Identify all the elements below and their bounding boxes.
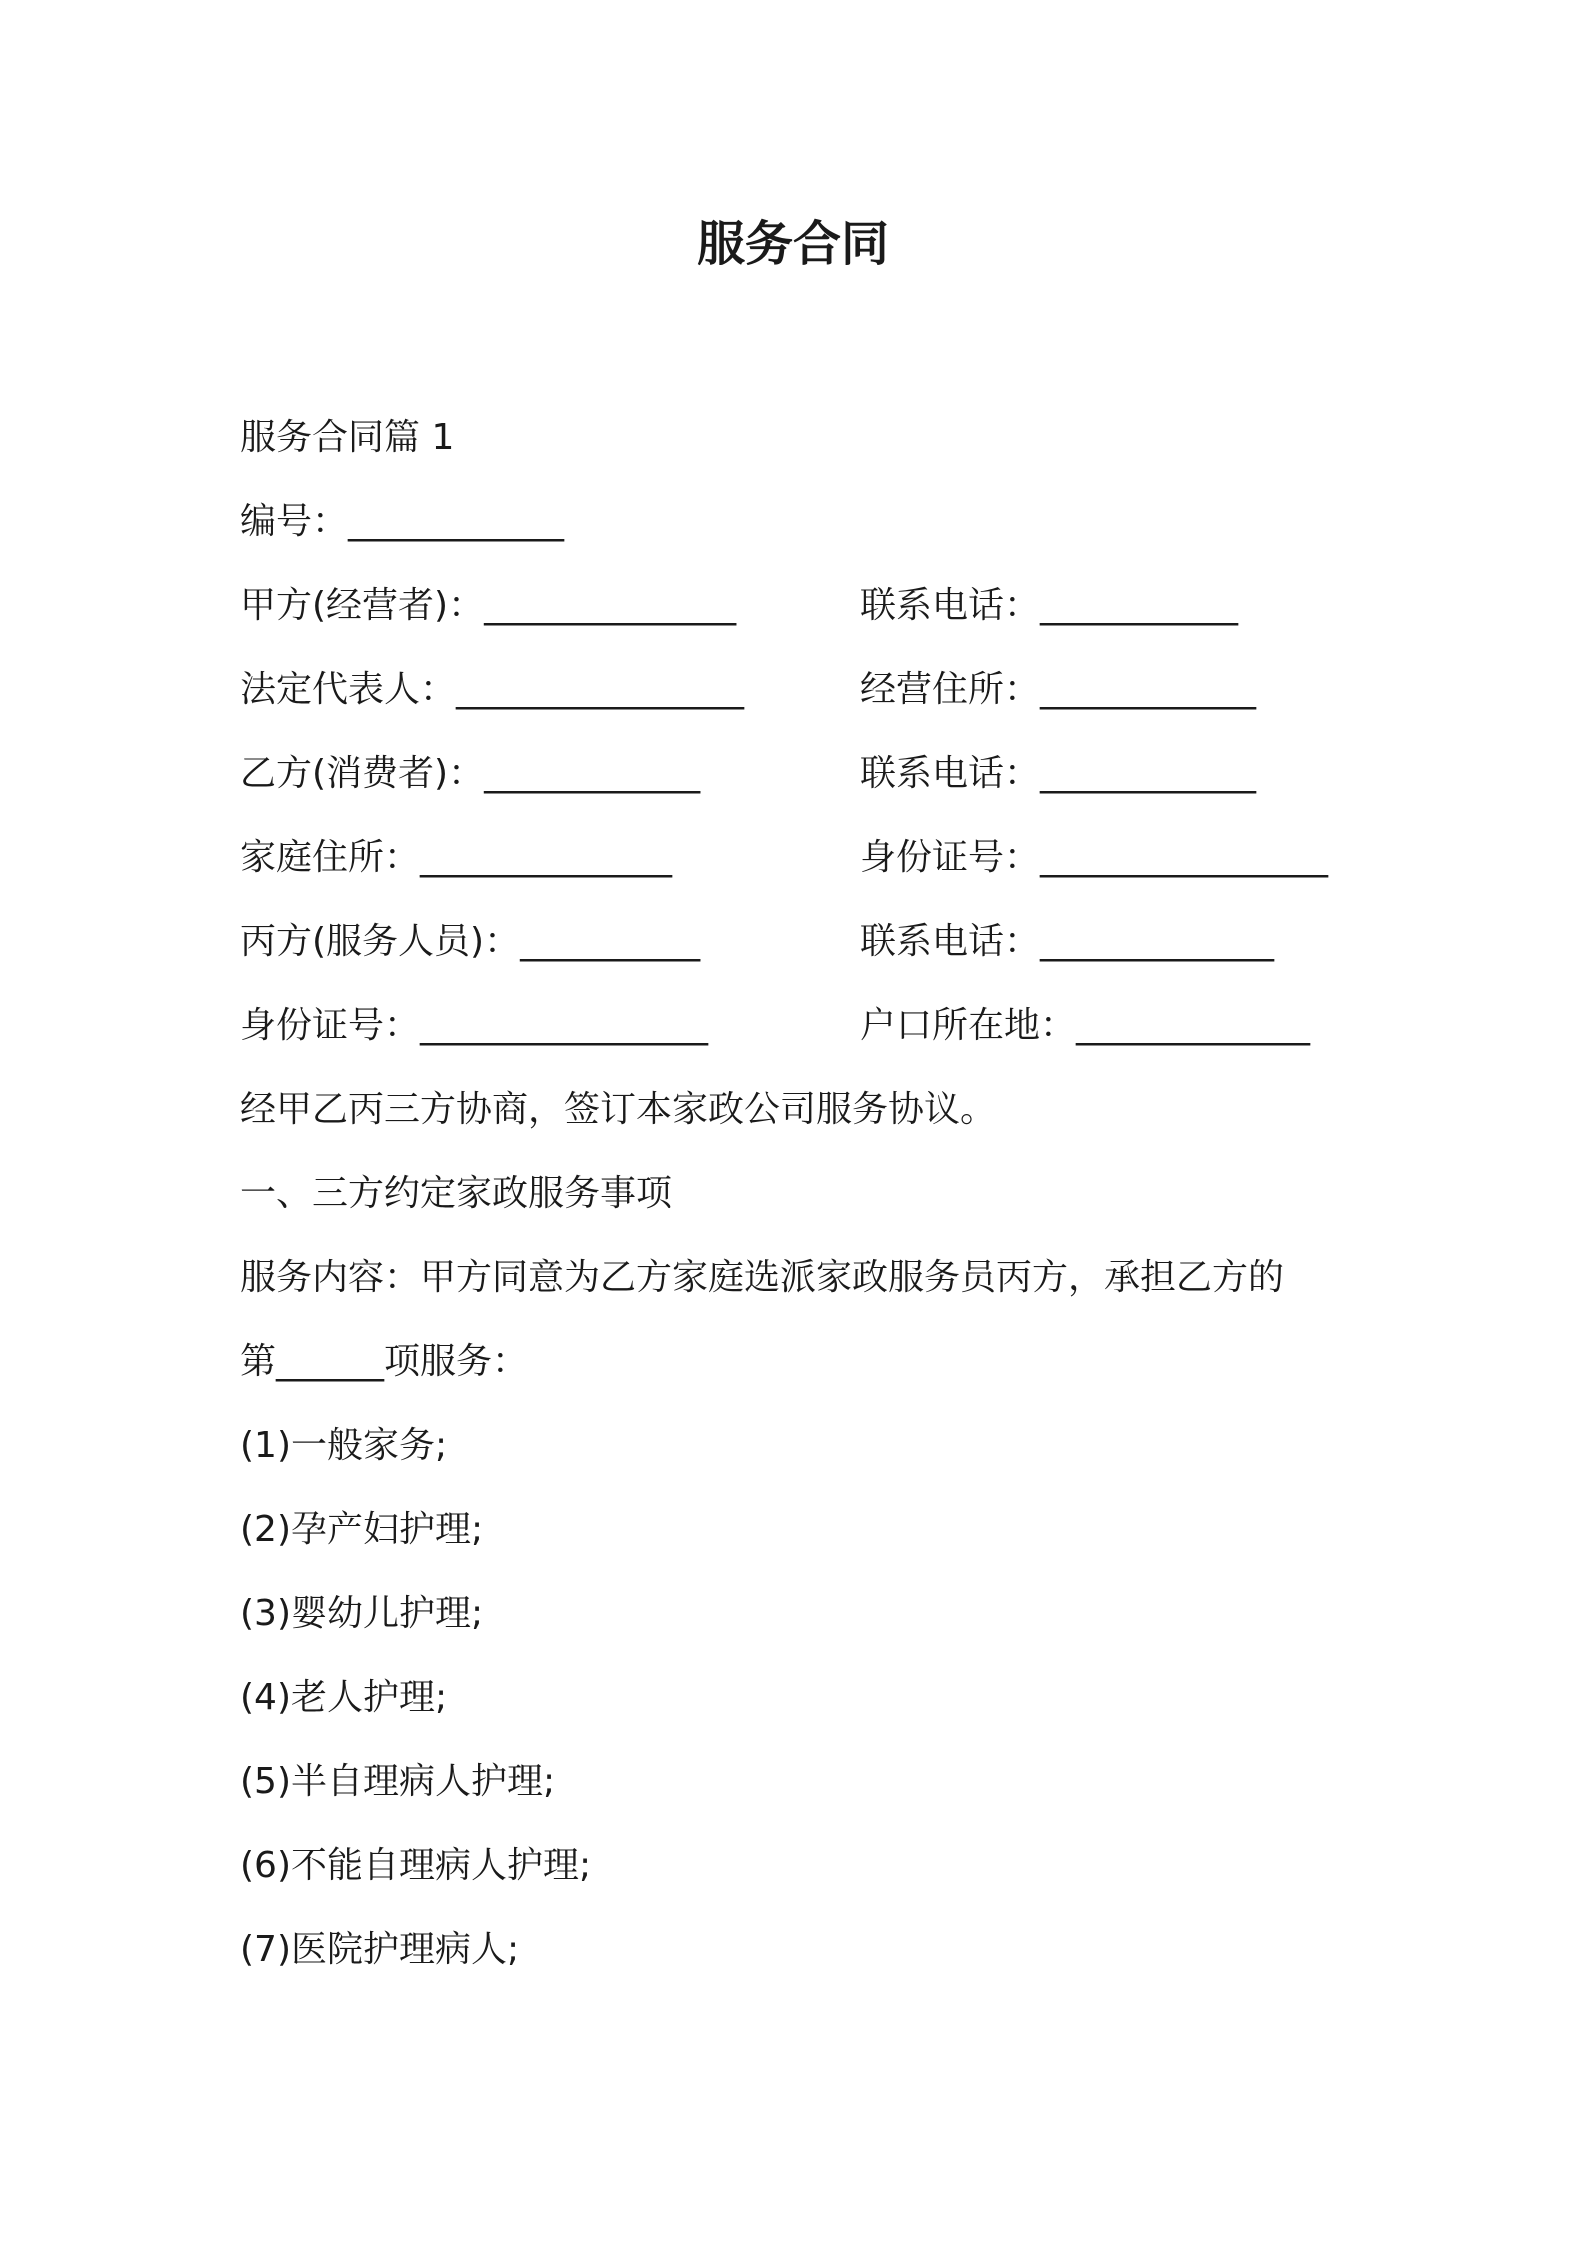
- service-item: (3)婴幼儿护理;: [240, 1593, 484, 1634]
- home-address-field: 家庭住所：______________: [240, 837, 673, 878]
- document-title: 服务合同: [696, 216, 889, 272]
- service-item: (6)不能自理病人护理;: [240, 1845, 592, 1886]
- service-item: (4)老人护理;: [240, 1677, 448, 1718]
- party-c-field: 丙方(服务人员)：__________: [240, 921, 701, 962]
- party-a-phone-field: 联系电话：___________: [860, 585, 1239, 626]
- service-item: (1)一般家务;: [240, 1425, 448, 1466]
- party-b-phone-field: 联系电话：____________: [860, 753, 1257, 794]
- service-content-line: 服务内容：甲方同意为乙方家庭选派家政服务员丙方，承担乙方的: [240, 1257, 1285, 1298]
- party-b-id-field: 身份证号：________________: [860, 837, 1329, 878]
- service-item: (2)孕产妇护理;: [240, 1509, 484, 1550]
- service-item: (5)半自理病人护理;: [240, 1761, 556, 1802]
- party-b-field: 乙方(消费者)：____________: [240, 753, 701, 794]
- legal-representative-field: 法定代表人：________________: [240, 669, 745, 710]
- section-heading: 服务合同篇 1: [240, 417, 455, 458]
- party-c-phone-field: 联系电话：_____________: [860, 921, 1275, 962]
- household-registration-field: 户口所在地：_____________: [860, 1005, 1311, 1046]
- party-a-field: 甲方(经营者)：______________: [240, 585, 737, 626]
- clause-heading: 一、三方约定家政服务事项: [240, 1173, 673, 1214]
- party-c-id-field: 身份证号：________________: [240, 1005, 709, 1046]
- agreement-statement: 经甲乙丙三方协商，签订本家政公司服务协议。: [240, 1089, 997, 1130]
- service-content-line: 第______项服务：: [240, 1341, 529, 1382]
- service-item: (7)医院护理病人;: [240, 1929, 520, 1970]
- business-address-field: 经营住所：____________: [860, 669, 1257, 710]
- contract-number-field: 编号：____________: [240, 501, 565, 542]
